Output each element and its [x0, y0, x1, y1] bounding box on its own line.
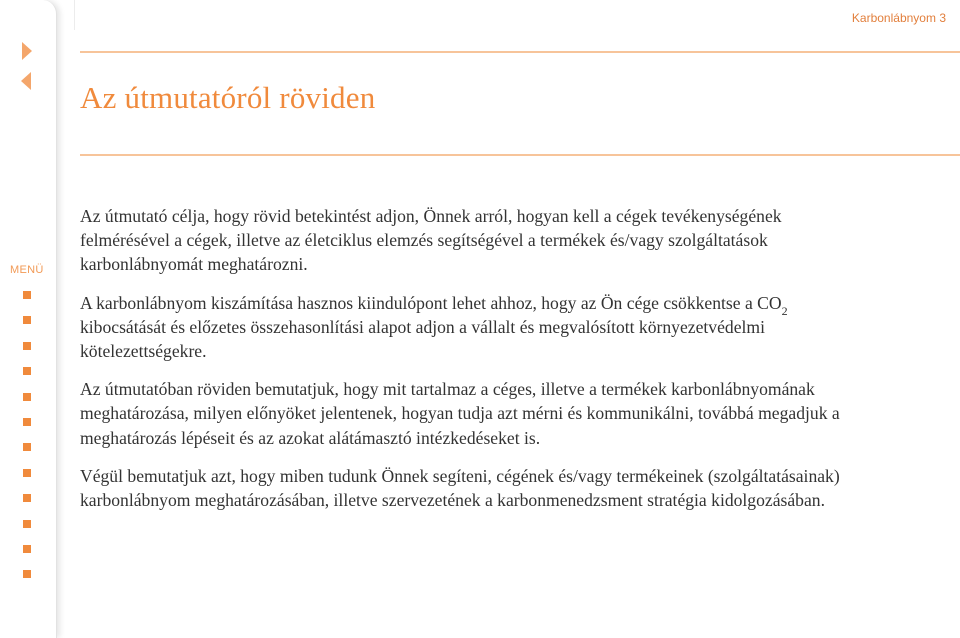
running-header: [852, 11, 946, 25]
menu-item-square-icon[interactable]: [23, 469, 31, 477]
paragraph-purpose: Az útmutató célja, hogy rövid betekintést adjon, Önnek arról, hogyan kell a cégek tevékenységének felmérésével a cégek, illetve az életciklus elemzés segítségével a termékek és/vagy szolgáltatások karbonlábnyomát meghatározni.: [80, 206, 782, 275]
sidebar: [0, 0, 57, 638]
main-content: [80, 204, 850, 526]
menu-item-square-icon[interactable]: [23, 494, 31, 502]
menu-item-square-icon[interactable]: [23, 316, 31, 324]
paragraph-calculation: [80, 291, 850, 364]
menu-item-square-icon[interactable]: [23, 418, 31, 426]
document-title: Karbonlábnyom: [851, 11, 936, 25]
next-page-arrow-icon[interactable]: [22, 42, 32, 60]
menu-item-square-icon[interactable]: [23, 570, 31, 578]
menu-item-square-icon[interactable]: [23, 291, 31, 299]
menu-item-square-icon[interactable]: [23, 367, 31, 375]
title-rule-top: [80, 51, 960, 53]
page-title: Az útmutatóról röviden: [80, 80, 376, 115]
menu-item-square-icon[interactable]: [23, 443, 31, 451]
paragraph-overview: Az útmutatóban röviden bemutatjuk, hogy mit tartalmaz a céges, illetve a termékek karbonlábnyomának meghatározása, milyen előnyöket jelentenek, hogyan tudja azt mérni és kommunikálni, továbbá megadjuk a meghatározás lépéseit és az azokat alátámasztó intézkedéseket is.: [80, 379, 840, 448]
title-rule-bottom: [80, 154, 960, 156]
menu-list: [23, 291, 31, 596]
menu-label[interactable]: MENÜ: [10, 264, 44, 276]
menu-item-square-icon[interactable]: [23, 342, 31, 350]
page-number: 3: [939, 11, 946, 25]
previous-page-arrow-icon[interactable]: [21, 72, 31, 90]
paragraph-services: Végül bemutatjuk azt, hogy miben tudunk Önnek segíteni, cégének és/vagy termékeinek (szolgáltatásainak) karbonlábnyom meghatározásában, illetve szervezetének a karbonmenedzsment stratégia kidolgozásában.: [80, 465, 840, 511]
menu-item-square-icon[interactable]: [23, 545, 31, 553]
paragraph-calculation-text-a: A karbonlábnyom kiszámítása hasznos kiindulópont lehet ahhoz, hogy az Ön cége csökkentse a CO: [80, 292, 782, 313]
menu-item-square-icon[interactable]: [23, 520, 31, 528]
header-divider: [74, 0, 75, 30]
paragraph-calculation-text-b: kibocsátását és előzetes összehasonlítási alapot adjon a vállalt és megvalósított környezetvédelmi kötelezettségekre.: [80, 316, 765, 362]
co2-subscript: 2: [781, 303, 788, 318]
menu-item-square-icon[interactable]: [23, 393, 31, 401]
